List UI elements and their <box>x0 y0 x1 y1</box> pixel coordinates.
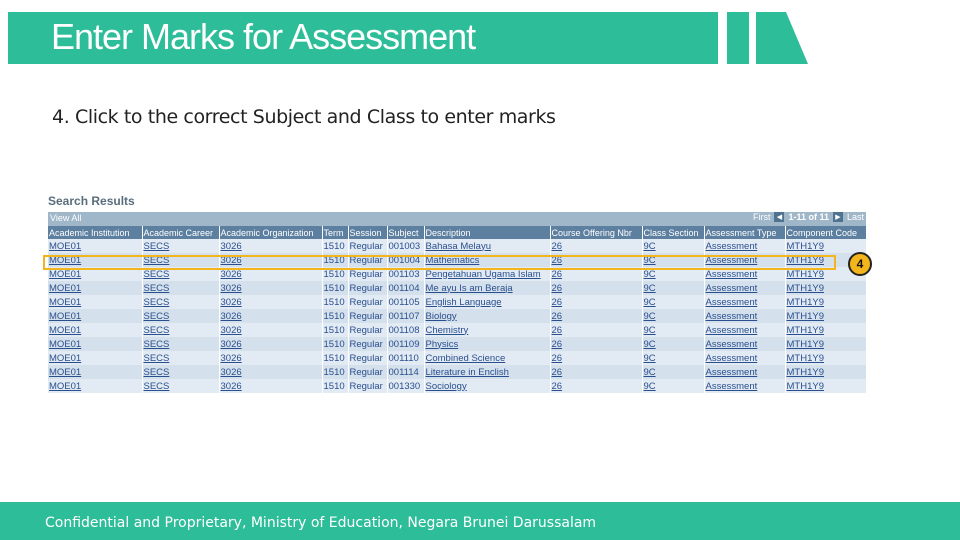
table-cell[interactable]: MTH1Y9 <box>785 309 866 323</box>
table-cell: 1510 <box>322 379 348 393</box>
table-cell[interactable]: Assessment <box>704 253 785 267</box>
table-cell[interactable]: 3026 <box>219 379 322 393</box>
table-cell[interactable]: 9C <box>642 239 704 253</box>
table-cell[interactable]: 26 <box>550 351 642 365</box>
table-row[interactable] <box>48 239 866 253</box>
table-cell[interactable]: 3026 <box>219 309 322 323</box>
table-cell[interactable]: 26 <box>550 295 642 309</box>
table-cell[interactable]: English Language <box>424 295 550 309</box>
table-cell[interactable]: SECS <box>142 379 219 393</box>
footer-bar <box>0 502 960 540</box>
table-cell: 001003 <box>387 239 424 253</box>
table-cell[interactable]: Assessment <box>704 295 785 309</box>
table-cell: Regular <box>348 295 387 309</box>
table-cell[interactable]: MTH1Y9 <box>785 379 866 393</box>
table-cell[interactable]: Physics <box>424 337 550 351</box>
table-cell: 001004 <box>387 253 424 267</box>
table-cell: 1510 <box>322 281 348 295</box>
column-header[interactable]: Course Offering Nbr <box>550 226 642 239</box>
table-cell[interactable]: 26 <box>550 267 642 281</box>
table-cell[interactable]: 9C <box>642 281 704 295</box>
table-row[interactable] <box>48 379 866 393</box>
table-cell[interactable]: 26 <box>550 337 642 351</box>
table-cell[interactable]: 3026 <box>219 337 322 351</box>
table-cell[interactable]: 9C <box>642 379 704 393</box>
pagination <box>753 212 864 222</box>
table-cell: 1510 <box>322 365 348 379</box>
table-cell[interactable]: Assessment <box>704 337 785 351</box>
column-header[interactable]: Academic Career <box>142 226 219 239</box>
table-cell: Regular <box>348 323 387 337</box>
view-all-link[interactable]: View All <box>50 213 82 223</box>
table-cell[interactable]: MOE01 <box>48 351 142 365</box>
table-cell: Regular <box>348 351 387 365</box>
table-cell: 1510 <box>322 239 348 253</box>
column-header[interactable]: Subject <box>387 226 424 239</box>
table-cell[interactable]: Chemistry <box>424 323 550 337</box>
table-cell: 001109 <box>387 337 424 351</box>
table-row[interactable] <box>48 337 866 351</box>
table-cell[interactable]: MOE01 <box>48 309 142 323</box>
table-cell[interactable]: Biology <box>424 309 550 323</box>
table-cell[interactable]: Assessment <box>704 281 785 295</box>
decor-slant-shape <box>756 12 808 64</box>
table-cell[interactable]: 3026 <box>219 253 322 267</box>
table-cell[interactable]: 26 <box>550 239 642 253</box>
table-row[interactable] <box>48 295 866 309</box>
table-cell[interactable]: 9C <box>642 351 704 365</box>
table-cell[interactable]: MTH1Y9 <box>785 239 866 253</box>
table-cell: 001104 <box>387 281 424 295</box>
column-header[interactable]: Term <box>322 226 348 239</box>
table-row[interactable] <box>48 365 866 379</box>
table-cell: 001330 <box>387 379 424 393</box>
table-row[interactable] <box>48 323 866 337</box>
table-cell[interactable]: 9C <box>642 295 704 309</box>
column-header[interactable]: Academic Organization <box>219 226 322 239</box>
table-cell: 1510 <box>322 337 348 351</box>
table-cell[interactable]: 9C <box>642 253 704 267</box>
last-link[interactable]: Last <box>846 212 864 222</box>
table-cell: 001105 <box>387 295 424 309</box>
table-cell[interactable]: SECS <box>142 351 219 365</box>
table-cell: 001114 <box>387 365 424 379</box>
table-cell[interactable]: 9C <box>642 267 704 281</box>
table-cell[interactable]: 9C <box>642 323 704 337</box>
table-cell[interactable]: 3026 <box>219 239 322 253</box>
results-range: 1-11 of 11 <box>788 212 829 222</box>
table-cell[interactable]: 3026 <box>219 295 322 309</box>
slide-title: Enter Marks for Assessment <box>51 16 476 57</box>
column-header[interactable]: Description <box>424 226 550 239</box>
table-cell: Regular <box>348 309 387 323</box>
table-cell: 001108 <box>387 323 424 337</box>
column-header[interactable]: Academic Institution <box>48 226 142 239</box>
table-cell[interactable]: MTH1Y9 <box>785 351 866 365</box>
table-cell[interactable]: MTH1Y9 <box>785 267 866 281</box>
table-cell[interactable]: 3026 <box>219 323 322 337</box>
table-cell[interactable]: 3026 <box>219 281 322 295</box>
table-cell[interactable]: SECS <box>142 281 219 295</box>
table-cell[interactable]: SECS <box>142 239 219 253</box>
table-cell[interactable]: Assessment <box>704 379 785 393</box>
table-row[interactable] <box>48 351 866 365</box>
table-cell[interactable]: Bahasa Melayu <box>424 239 550 253</box>
table-cell[interactable]: 26 <box>550 281 642 295</box>
column-header[interactable]: Session <box>348 226 387 239</box>
table-header-row <box>48 226 866 239</box>
next-arrow-icon[interactable]: ▶ <box>833 212 843 222</box>
table-cell[interactable]: Sociology <box>424 379 550 393</box>
results-nav-bar <box>48 212 866 226</box>
table-cell[interactable]: 3026 <box>219 267 322 281</box>
table-cell[interactable]: Assessment <box>704 267 785 281</box>
prev-arrow-icon[interactable]: ◀ <box>774 212 784 222</box>
table-cell[interactable]: SECS <box>142 365 219 379</box>
table-cell[interactable]: MTH1Y9 <box>785 295 866 309</box>
footer-text: Confidential and Proprietary, Ministry of Education, Negara Brunei Darussalam <box>45 515 597 531</box>
table-cell: Regular <box>348 281 387 295</box>
table-cell[interactable]: MTH1Y9 <box>785 253 866 267</box>
table-cell[interactable]: SECS <box>142 253 219 267</box>
table-cell: 1510 <box>322 323 348 337</box>
table-cell[interactable]: MOE01 <box>48 323 142 337</box>
table-cell[interactable]: SECS <box>142 337 219 351</box>
table-cell[interactable]: Mathematics <box>424 253 550 267</box>
table-cell: 001103 <box>387 267 424 281</box>
table-cell: 1510 <box>322 309 348 323</box>
table-cell: 1510 <box>322 295 348 309</box>
table-cell[interactable]: MTH1Y9 <box>785 281 866 295</box>
table-cell[interactable]: MTH1Y9 <box>785 337 866 351</box>
table-cell: 001107 <box>387 309 424 323</box>
table-cell[interactable]: MOE01 <box>48 281 142 295</box>
table-cell[interactable]: Assessment <box>704 239 785 253</box>
table-cell[interactable]: Assessment <box>704 365 785 379</box>
table-cell[interactable]: MTH1Y9 <box>785 323 866 337</box>
table-cell: 1510 <box>322 351 348 365</box>
table-cell[interactable]: 9C <box>642 365 704 379</box>
selected-row-highlight <box>43 255 836 270</box>
step-callout-badge: 4 <box>848 252 872 276</box>
table-cell[interactable]: SECS <box>142 267 219 281</box>
table-cell: Regular <box>348 337 387 351</box>
table-cell[interactable]: SECS <box>142 323 219 337</box>
column-header[interactable]: Component Code <box>785 226 866 239</box>
table-row[interactable] <box>48 309 866 323</box>
column-header[interactable]: Class Section <box>642 226 704 239</box>
search-results-heading: Search Results <box>48 194 135 208</box>
table-cell: 001110 <box>387 351 424 365</box>
table-cell: Regular <box>348 239 387 253</box>
table-row[interactable] <box>48 281 866 295</box>
table-cell[interactable]: MOE01 <box>48 337 142 351</box>
table-cell: 1510 <box>322 253 348 267</box>
table-cell[interactable]: 26 <box>550 379 642 393</box>
search-results-panel <box>48 192 866 393</box>
table-cell: Regular <box>348 365 387 379</box>
table-cell[interactable]: 9C <box>642 337 704 351</box>
decor-bar <box>727 12 749 64</box>
table-cell[interactable]: 9C <box>642 309 704 323</box>
table-cell[interactable]: SECS <box>142 295 219 309</box>
table-cell[interactable]: 26 <box>550 323 642 337</box>
table-cell[interactable]: Me ayu Is am Beraja <box>424 281 550 295</box>
table-cell[interactable]: Assessment <box>704 323 785 337</box>
table-cell[interactable]: MOE01 <box>48 295 142 309</box>
column-header[interactable]: Assessment Type <box>704 226 785 239</box>
table-cell[interactable]: Pengetahuan Ugama Islam <box>424 267 550 281</box>
instruction-text: 4. Click to the correct Subject and Class to enter marks <box>52 106 556 128</box>
table-cell[interactable]: 26 <box>550 365 642 379</box>
table-cell[interactable]: MOE01 <box>48 253 142 267</box>
table-cell[interactable]: MOE01 <box>48 267 142 281</box>
table-cell[interactable]: SECS <box>142 309 219 323</box>
table-cell[interactable]: MOE01 <box>48 365 142 379</box>
table-cell[interactable]: 26 <box>550 253 642 267</box>
table-cell[interactable]: 3026 <box>219 365 322 379</box>
table-cell[interactable]: MTH1Y9 <box>785 365 866 379</box>
table-cell: Regular <box>348 379 387 393</box>
table-cell[interactable]: 26 <box>550 309 642 323</box>
table-cell[interactable]: Literature in Enclish <box>424 365 550 379</box>
table-cell[interactable]: Combined Science <box>424 351 550 365</box>
table-cell[interactable]: Assessment <box>704 309 785 323</box>
results-table <box>48 226 867 393</box>
table-cell: Regular <box>348 267 387 281</box>
table-cell[interactable]: MOE01 <box>48 379 142 393</box>
table-cell[interactable]: MOE01 <box>48 239 142 253</box>
table-cell: 1510 <box>322 267 348 281</box>
first-link[interactable]: First <box>752 212 771 222</box>
table-cell[interactable]: 3026 <box>219 351 322 365</box>
table-cell[interactable]: Assessment <box>704 351 785 365</box>
table-cell: Regular <box>348 253 387 267</box>
